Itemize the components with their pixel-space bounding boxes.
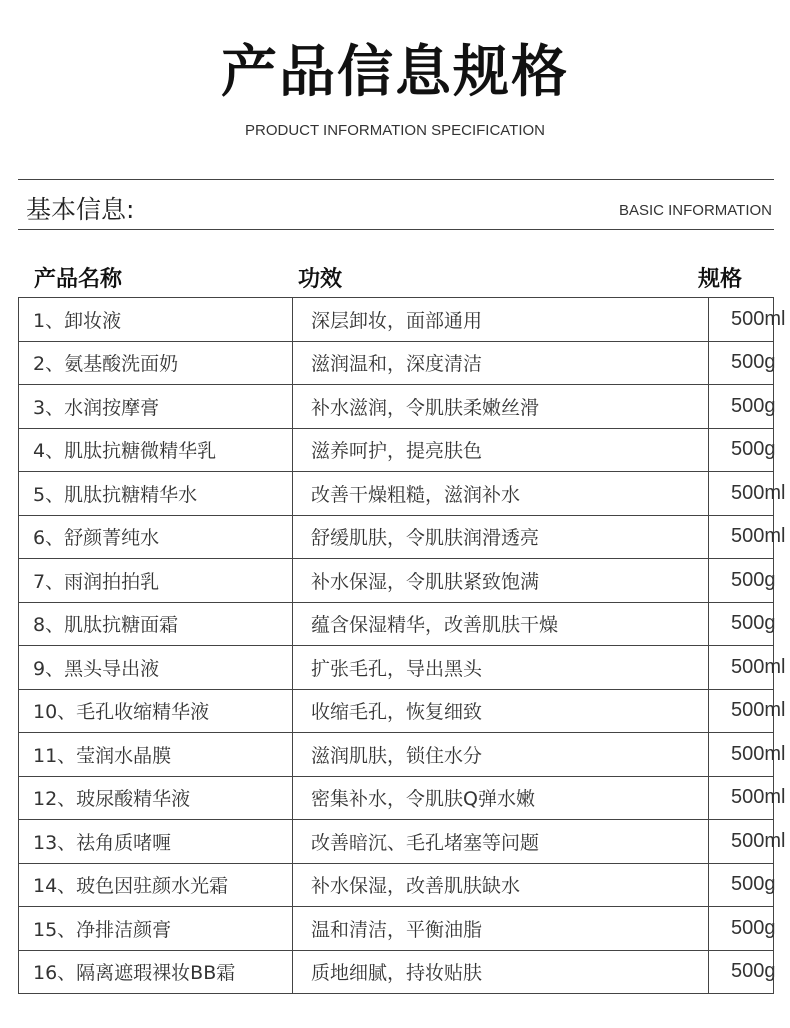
product-spec-cell: 500ml bbox=[709, 515, 774, 559]
table-row bbox=[19, 646, 774, 690]
spec-table bbox=[18, 297, 786, 994]
product-effect-cell: 补水保湿，改善肌肤缺水 bbox=[293, 863, 709, 907]
product-effect-cell: 收缩毛孔，恢复细致 bbox=[293, 689, 709, 733]
product-spec-cell: 500g bbox=[709, 950, 774, 994]
table-row bbox=[19, 602, 774, 646]
product-effect-cell: 改善干燥粗糙，滋润补水 bbox=[293, 472, 709, 516]
product-effect-cell: 蕴含保湿精华，改善肌肤干燥 bbox=[293, 602, 709, 646]
product-spec-cell: 500g bbox=[709, 863, 774, 907]
product-effect-cell: 补水保湿，令肌肤紧致饱满 bbox=[293, 559, 709, 603]
product-name-cell: 12、玻尿酸精华液 bbox=[19, 776, 293, 820]
product-effect-cell: 质地细腻，持妆贴肤 bbox=[293, 950, 709, 994]
spec-table-body bbox=[19, 298, 786, 994]
product-spec-cell: 500ml bbox=[709, 689, 774, 733]
table-row bbox=[19, 385, 774, 429]
product-spec-cell: 500g bbox=[709, 907, 774, 951]
product-name-cell: 5、肌肽抗糖精华水 bbox=[19, 472, 293, 516]
product-name-cell: 9、黑头导出液 bbox=[19, 646, 293, 690]
product-spec-cell: 500g bbox=[709, 602, 774, 646]
product-name-cell: 15、净排洁颜膏 bbox=[19, 907, 293, 951]
product-spec-cell: 500ml bbox=[709, 733, 774, 777]
table-row bbox=[19, 776, 774, 820]
product-spec-cell: 500ml bbox=[709, 646, 774, 690]
product-name-cell: 1、卸妆液 bbox=[19, 298, 293, 342]
table-row bbox=[19, 559, 774, 603]
table-row bbox=[19, 950, 774, 994]
table-row bbox=[19, 863, 774, 907]
product-effect-cell: 改善暗沉、毛孔堵塞等问题 bbox=[293, 820, 709, 864]
section-divider-bottom bbox=[18, 229, 774, 230]
product-name-cell: 10、毛孔收缩精华液 bbox=[19, 689, 293, 733]
table-row bbox=[19, 733, 774, 777]
section-title: 基本信息: bbox=[26, 195, 135, 224]
table-row bbox=[19, 298, 774, 342]
column-header-effect: 功效 bbox=[298, 267, 343, 292]
product-spec-cell: 500ml bbox=[709, 472, 774, 516]
product-effect-cell: 滋润温和，深度清洁 bbox=[293, 341, 709, 385]
product-effect-cell: 滋养呵护，提亮肤色 bbox=[293, 428, 709, 472]
product-effect-cell: 补水滋润，令肌肤柔嫩丝滑 bbox=[293, 385, 709, 429]
product-name-cell: 11、莹润水晶膜 bbox=[19, 733, 293, 777]
product-spec-cell: 500ml bbox=[709, 776, 774, 820]
table-row bbox=[19, 515, 774, 559]
product-effect-cell: 温和清洁，平衡油脂 bbox=[293, 907, 709, 951]
product-effect-cell: 密集补水，令肌肤Q弹水嫩 bbox=[293, 776, 709, 820]
product-spec-cell: 500g bbox=[709, 385, 774, 429]
table-row bbox=[19, 472, 774, 516]
product-name-cell: 2、氨基酸洗面奶 bbox=[19, 341, 293, 385]
product-effect-cell: 滋润肌肤，锁住水分 bbox=[293, 733, 709, 777]
product-name-cell: 13、祛角质啫喱 bbox=[19, 820, 293, 864]
product-effect-cell: 舒缓肌肤，令肌肤润滑透亮 bbox=[293, 515, 709, 559]
table-row bbox=[19, 341, 774, 385]
product-effect-cell: 扩张毛孔，导出黑头 bbox=[293, 646, 709, 690]
product-name-cell: 14、玻色因驻颜水光霜 bbox=[19, 863, 293, 907]
product-name-cell: 3、水润按摩膏 bbox=[19, 385, 293, 429]
product-name-cell: 6、舒颜菁纯水 bbox=[19, 515, 293, 559]
page-title: 产品信息规格 bbox=[221, 40, 569, 105]
product-spec-cell: 500g bbox=[709, 428, 774, 472]
table-row bbox=[19, 428, 774, 472]
section-subtitle: BASIC INFORMATION bbox=[618, 202, 772, 219]
product-name-cell: 7、雨润拍拍乳 bbox=[19, 559, 293, 603]
page-subtitle: PRODUCT INFORMATION SPECIFICATION bbox=[244, 122, 545, 139]
product-name-cell: 16、隔离遮瑕裸妆BB霜 bbox=[19, 950, 293, 994]
table-row bbox=[19, 689, 774, 733]
section-divider-top bbox=[18, 179, 774, 180]
column-header-name: 产品名称 bbox=[34, 267, 123, 292]
product-effect-cell: 深层卸妆，面部通用 bbox=[293, 298, 709, 342]
product-name-cell: 4、肌肽抗糖微精华乳 bbox=[19, 428, 293, 472]
product-spec-cell: 500g bbox=[709, 341, 774, 385]
product-name-cell: 8、肌肽抗糖面霜 bbox=[19, 602, 293, 646]
table-row bbox=[19, 907, 774, 951]
column-header-spec: 规格 bbox=[698, 267, 743, 292]
product-spec-cell: 500ml bbox=[709, 298, 774, 342]
table-row bbox=[19, 820, 774, 864]
product-spec-cell: 500ml bbox=[709, 820, 774, 864]
product-spec-cell: 500g bbox=[709, 559, 774, 603]
